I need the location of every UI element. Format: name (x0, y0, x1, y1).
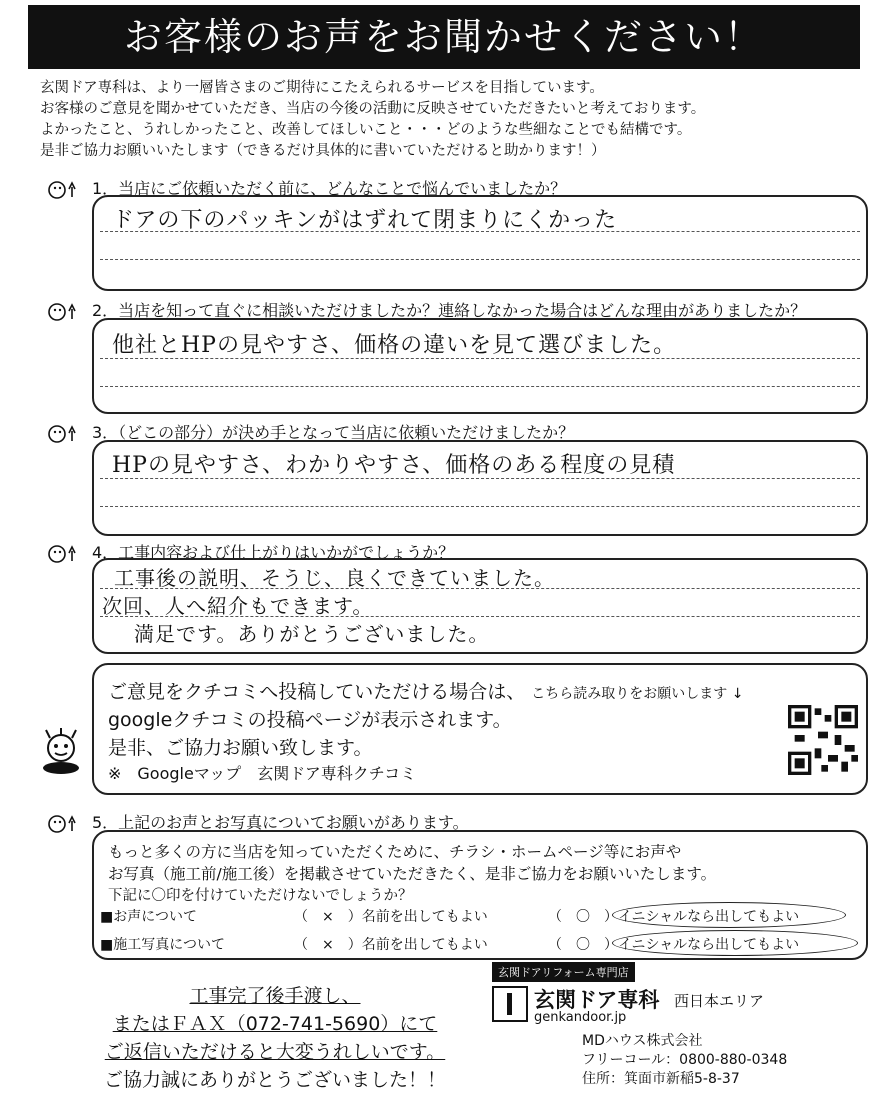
answer-box-4[interactable] (92, 558, 868, 654)
permission-box (92, 830, 868, 960)
door-logo-icon (492, 986, 528, 1022)
qr-hint: こちら読み取りをお願いします ↓ (531, 686, 744, 702)
question-1-text: 1．当店にご依頼いただく前に、どんなことで悩んでいましたか？ (92, 179, 567, 198)
review-line-4: ※ Googleマップ 玄関ドア専科クチコミ (108, 764, 417, 783)
area-name: 西日本エリア (674, 992, 765, 1010)
answer-box-1[interactable] (92, 195, 868, 291)
question-3-text: 3．（どこの部分）が決め手となって当店に依頼いただけましたか？ (92, 423, 575, 442)
company-tel: フリーコール：0800-880-0348 (582, 1052, 788, 1068)
face-icon (48, 813, 82, 835)
answer-box-2[interactable] (92, 318, 868, 414)
footer-line-1: 工事完了後手渡し、 (189, 985, 361, 1007)
intro-text (40, 78, 860, 162)
intro-line: よかったこと、うれしかったこと、改善してほしいこと・・・どのような些細なことでも結構です。 (40, 122, 692, 138)
shop-badge: 玄関ドアリフォーム専門店 (492, 962, 635, 982)
company-name: MDハウス株式会社 (582, 1033, 703, 1049)
selected-oval (612, 930, 858, 956)
face-icon (48, 543, 82, 565)
review-line-2: googleクチコミの投稿ページが表示されます。 (108, 709, 512, 731)
answer-3-line: HPの見やすさ、わかりやすさ、価格のある程度の見積 (112, 453, 676, 478)
review-line-1 (108, 677, 743, 704)
footer-line-3: ご返信いただけると大変うれしいです。 (104, 1041, 446, 1063)
qr-code-icon[interactable] (788, 705, 858, 775)
footer-line-2: またはＦＡＸ（072-741-5690）にて (112, 1013, 438, 1035)
review-request-box (92, 663, 868, 795)
row-voice-initial-option[interactable]: （ 〇 ）イニシャルなら出してもよい (548, 909, 800, 925)
answer-1-line: ドアの下のパッキンがはずれて閉まりにくかった (112, 208, 618, 233)
face-icon (48, 301, 82, 323)
answer-4-line-1: 工事後の説明、そうじ、良くできていました。 (114, 566, 555, 590)
intro-line: お客様のご意見を聞かせていただき、当店の今後の活動に反映させていただきたいと考えております。 (40, 101, 706, 117)
question-2-text: 2．当店を知って直ぐに相談いただけましたか？連絡しなかった場合はどんな理由がありましたか？ (92, 301, 807, 320)
answer-box-3[interactable] (92, 440, 868, 536)
footer-line-4: ご協力誠にありがとうございました！！ (103, 1069, 446, 1091)
answer-4-line-3: 満足です。ありがとうございました。 (134, 622, 490, 646)
website[interactable]: genkandoor.jp (534, 1010, 627, 1025)
selected-oval (612, 902, 846, 928)
company-address: 住所：箕面市新稲5-8-37 (582, 1071, 740, 1087)
row-photo-name-option[interactable]: （ × ）名前を出してもよい (294, 937, 488, 953)
return-instructions (40, 982, 510, 1094)
brand-name: 玄関ドア専科 (534, 988, 660, 1012)
intro-line: 是非ご協力お願いいたします（できるだけ具体的に書いていただけると助かります！） (40, 143, 606, 159)
question-4-text: 4．工事内容および仕上がりはいかがでしょうか？ (92, 543, 455, 562)
review-line-3: 是非、ご協力お願い致します。 (108, 737, 373, 759)
mascot-icon (36, 726, 86, 776)
request-line-1: もっと多くの方に当店を知っていただくために、チラシ・ホームページ等にお声や (108, 843, 682, 861)
row-voice-label: ■お声について (100, 909, 197, 925)
row-photo-label: ■施工写真について (100, 937, 225, 953)
page-title: お客様のお声をお聞かせください！ (28, 5, 860, 69)
row-photo-initial-option[interactable]: （ 〇 ）イニシャルなら出してもよい (548, 937, 800, 953)
answer-4-line-2: 次回、人へ紹介もできます。 (102, 594, 374, 618)
answer-2-line: 他社とHPの見やすさ、価格の違いを見て選びました。 (112, 333, 677, 358)
company-block (492, 962, 862, 1092)
request-line-2: お写真（施工前/施工後）を掲載させていただきたく、是非ご協力をお願いいたします。 (108, 865, 717, 883)
request-line-3: 下記に〇印を付けていただけないでしょうか？ (108, 888, 413, 904)
review-line-1-text: ご意見をクチコミへ投稿していただける場合は、 (108, 681, 526, 703)
company-info (582, 1032, 787, 1089)
question-5-text: 5．上記のお声とお写真についてお願いがあります。 (92, 813, 469, 832)
intro-line: 玄関ドア専科は、より一層皆さまのご期待にこたえられるサービスを目指しています。 (40, 80, 604, 96)
face-icon (48, 423, 82, 445)
face-icon (48, 179, 82, 201)
row-voice-name-option[interactable]: （ × ）名前を出してもよい (294, 909, 488, 925)
